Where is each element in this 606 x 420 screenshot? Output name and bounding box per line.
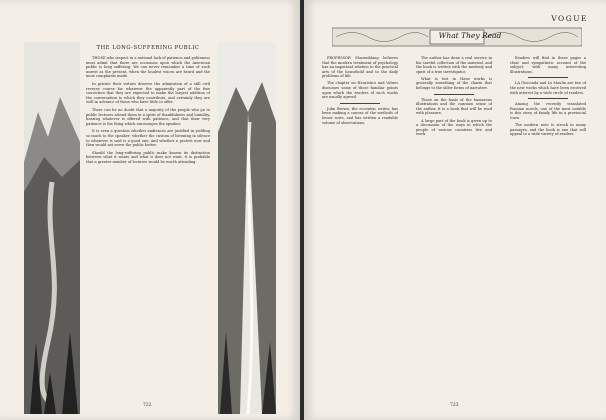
divider <box>528 98 568 99</box>
divider <box>340 103 380 104</box>
paragraph: In private their virtues deserve the admiration of a still civil reverse course for whatever the apparently part of the fine conviction that they are expected to make the largest addition of the conversation to which they contribute, and certainly they are well in advance of those who have little to offer. <box>86 81 210 105</box>
column-1 <box>322 56 398 128</box>
paragraph: Readers will find in these pages a clear and sympathetic account of the subject, with many interesting illustrations. <box>510 56 586 74</box>
paragraph: It is even a question whether audiences are justified in yielding so much to the speaker; whether the custom of listening in silence to whatever is said is a good one, and whether a protest now and then would not serve the public better. <box>86 129 210 148</box>
paragraph: Should the long-suffering public make known its distinction between what it wants and what it does not want, it is probable that a greater number of lectures would be worth attending. <box>86 150 210 164</box>
paragraph: LA Gioconda and Le Moulin are two of the new works which have been received with interest by a wide circle of readers. <box>510 81 586 95</box>
page-number: 722 <box>143 403 152 408</box>
paragraph: A large part of the book is given up to a discussion of the ways in which the people of various countries live and work. <box>416 118 492 137</box>
article-title: THE LONG-SUFFERING PUBLIC <box>96 45 200 51</box>
paragraph: There can be no doubt that a majority of the people who go to public lectures attend them in a spirit of thankfulness and humility, hearing whatever is offered with patience, and that their very patience is the thing which encourages the speaker. <box>86 107 210 126</box>
paragraph: The author has done a real service in his careful collection of the material, and the book is written with the modesty and spirit of a true investigator. <box>416 56 492 74</box>
section-title: What They Read <box>438 31 502 40</box>
right-page <box>304 0 606 420</box>
paragraph: What is lost in these works is generally something of the charm that belongs to the older forms of narrative. <box>416 76 492 91</box>
right-waterfall-illustration <box>218 42 276 414</box>
divider <box>434 94 474 95</box>
left-page <box>0 0 300 420</box>
paragraph: Among the recently translated Russian novels, one of the most notable is this story of family life in a provincial town. <box>510 102 586 120</box>
article-body <box>86 56 210 167</box>
divider <box>528 77 568 78</box>
column-2 <box>416 56 492 139</box>
paragraph: THOSE who inspect in a national lack of patience and politeness must admit that there are occasions upon which the American public is long suffering. We can never remember a time of such unrest as the present, when the loudest voices are heard and the most complaints made. <box>86 56 210 79</box>
paragraph: The modern note is struck in many passages, and the book is one that will appeal to a wide variety of readers. <box>510 123 586 137</box>
paragraph: Those on the basis of the humorous illustrations and the common sense of the author, it is a book that will be read with pleasure. <box>416 97 492 116</box>
column-3 <box>510 56 586 139</box>
page-number: 723 <box>450 403 459 408</box>
paragraph: John Brown, the eccentric writer, has been making a canvas of the methods of lesser sorts, and has written a readable volume of observations. <box>322 106 398 125</box>
left-mountain-illustration <box>24 42 80 414</box>
paragraph: The chapter on Heuristics and Values discusses some of those familiar points upon which the readers of such works are usually agreed. <box>322 81 398 100</box>
paragraph: PROFESSOR Shuzenblaug believes that the modern treatment of psychology has an important relation to the practical arts of the household and to the daily problems of life. <box>322 56 398 79</box>
masthead: VOGUE <box>551 14 588 23</box>
